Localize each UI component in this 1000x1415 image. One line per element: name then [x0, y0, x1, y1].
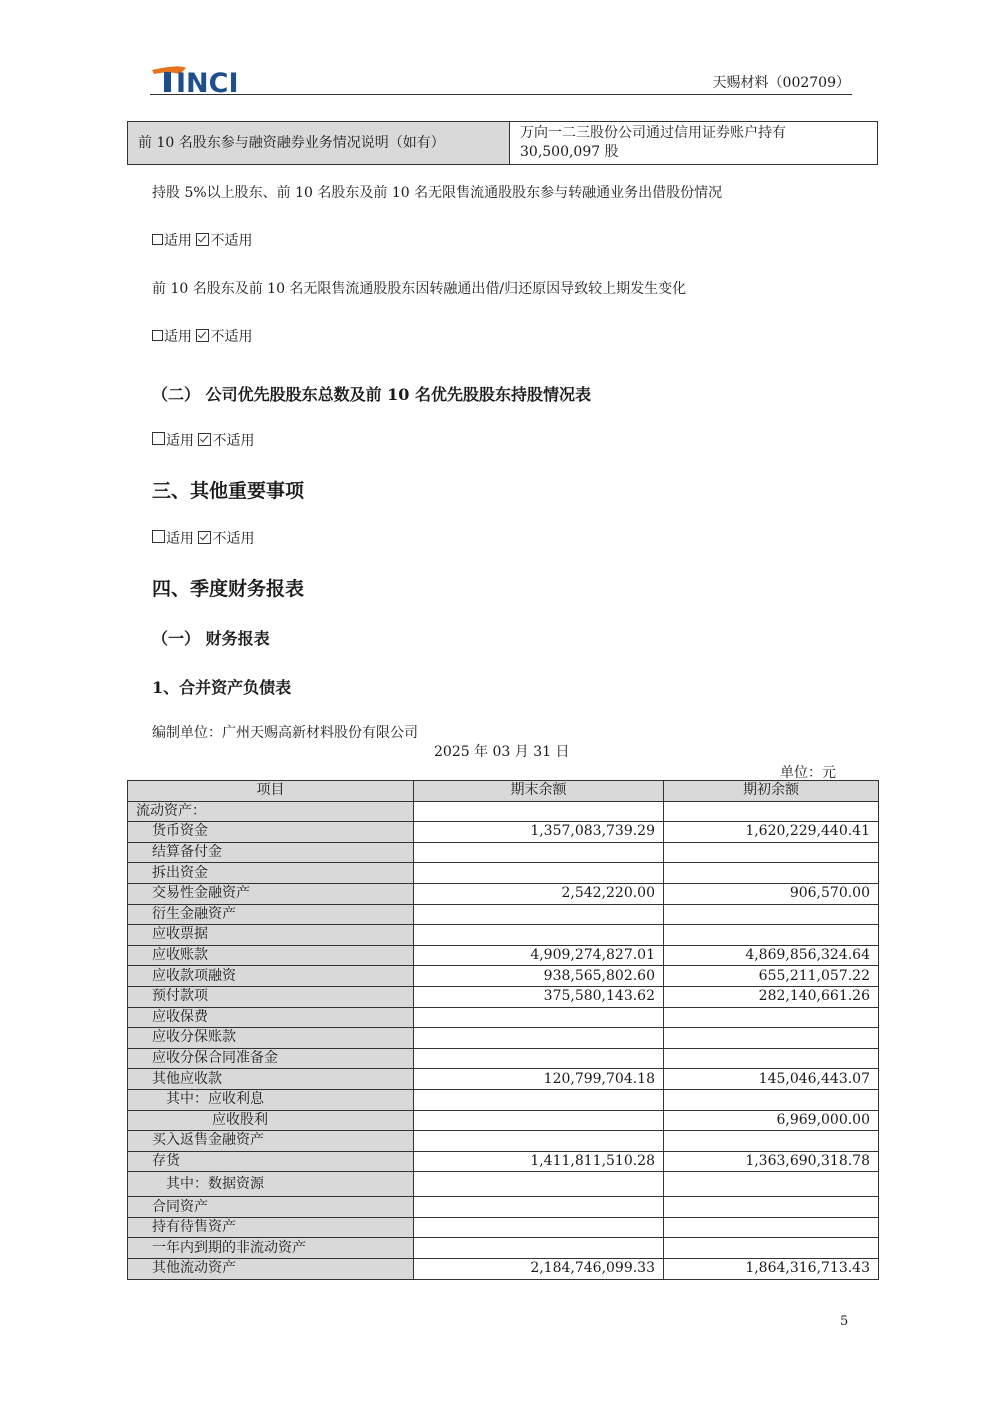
closing-balance-cell	[414, 842, 664, 863]
table-row	[128, 1217, 879, 1238]
table-row	[128, 1197, 879, 1218]
section-other-matters: 三、其他重要事项	[152, 480, 305, 502]
closing-balance-cell	[414, 1131, 664, 1152]
opening-balance-cell	[664, 1217, 879, 1238]
opening-balance-cell	[664, 1089, 879, 1110]
closing-balance-cell	[414, 1172, 664, 1197]
table-row	[128, 1131, 879, 1152]
closing-balance-cell	[414, 1110, 664, 1131]
row-label: 结算备付金	[128, 842, 414, 863]
closing-balance-cell	[414, 904, 664, 925]
table-row	[128, 1028, 879, 1049]
row-label: 应收账款	[128, 945, 414, 966]
row-label: 应收保费	[128, 1007, 414, 1028]
closing-balance-cell: 2,184,746,099.33	[414, 1259, 664, 1280]
row-label: 存货	[128, 1151, 414, 1172]
opening-balance-cell	[664, 1007, 879, 1028]
opening-balance-cell: 1,864,316,713.43	[664, 1259, 879, 1280]
row-label: 其他流动资产	[128, 1259, 414, 1280]
row-label: 应收款项融资	[128, 966, 414, 987]
opening-balance-cell	[664, 925, 879, 946]
closing-balance-cell: 120,799,704.18	[414, 1069, 664, 1090]
opening-balance-cell: 906,570.00	[664, 883, 879, 904]
closing-balance-cell: 1,357,083,739.29	[414, 822, 664, 843]
opening-balance-cell: 282,140,661.26	[664, 986, 879, 1007]
closing-balance-cell	[414, 925, 664, 946]
opening-balance-cell	[664, 1172, 879, 1197]
closing-balance-cell: 4,909,274,827.01	[414, 945, 664, 966]
checkbox-line-4: 适用 不适用	[152, 528, 254, 548]
section-consolidated-balance-sheet: 1、合并资产负债表	[152, 678, 292, 697]
opening-balance-cell	[664, 1028, 879, 1049]
table-header-row	[128, 781, 879, 802]
closing-balance-cell: 375,580,143.62	[414, 986, 664, 1007]
closing-balance-cell	[414, 1217, 664, 1238]
opening-balance-cell	[664, 863, 879, 884]
checked-box-icon	[198, 531, 211, 544]
row-label: 其中：数据资源	[128, 1172, 414, 1197]
checked-box-icon	[198, 433, 211, 446]
header-item: 项目	[128, 781, 414, 802]
table-row	[128, 1110, 879, 1131]
table-row	[128, 1259, 879, 1280]
closing-balance-cell: 938,565,802.60	[414, 966, 664, 987]
header-opening-balance: 期初余额	[664, 781, 879, 802]
checked-box-icon	[196, 329, 209, 342]
opening-balance-cell	[664, 1048, 879, 1069]
svg-text:INCI: INCI	[176, 68, 239, 94]
table-row	[128, 863, 879, 884]
checkbox-line-1: 适用 不适用	[152, 230, 252, 250]
page-number: 5	[840, 1314, 849, 1329]
row-label: 应收分保账款	[128, 1028, 414, 1049]
header-closing-balance: 期末余额	[414, 781, 664, 802]
table-row	[128, 1048, 879, 1069]
opening-balance-cell: 6,969,000.00	[664, 1110, 879, 1131]
opening-balance-cell: 4,869,856,324.64	[664, 945, 879, 966]
section-financial-statements: （一） 财务报表	[152, 629, 270, 648]
table-row	[128, 904, 879, 925]
opening-balance-cell: 1,620,229,440.41	[664, 822, 879, 843]
section-preferred-shares: （二） 公司优先股股东总数及前 10 名优先股股东持股情况表	[152, 385, 591, 404]
report-date: 2025 年 03 月 31 日	[434, 744, 570, 760]
row-label: 合同资产	[128, 1197, 414, 1218]
row-label: 拆出资金	[128, 863, 414, 884]
checked-box-icon	[196, 233, 209, 246]
table-row	[128, 1238, 879, 1259]
row-label: 其他应收款	[128, 1069, 414, 1090]
closing-balance-cell	[414, 1197, 664, 1218]
table-row	[128, 945, 879, 966]
balance-sheet-table	[127, 780, 879, 1280]
closing-balance-cell	[414, 1007, 664, 1028]
row-label: 交易性金融资产	[128, 883, 414, 904]
opening-balance-cell	[664, 801, 879, 822]
table-row	[128, 1069, 879, 1090]
section-quarterly-statements: 四、季度财务报表	[152, 578, 305, 600]
table-row	[128, 822, 879, 843]
closing-balance-cell: 2,542,220.00	[414, 883, 664, 904]
opening-balance-cell	[664, 904, 879, 925]
unchecked-box-icon	[152, 330, 163, 341]
row-label: 应收票据	[128, 925, 414, 946]
closing-balance-cell	[414, 1028, 664, 1049]
table-row	[128, 925, 879, 946]
currency-unit: 单位：元	[780, 765, 836, 781]
table-row	[128, 801, 879, 822]
row-label: 预付款项	[128, 986, 414, 1007]
paragraph-refinancing-lending: 持股 5%以上股东、前 10 名股东及前 10 名无限售流通股股东参与转融通业务出借股份情况	[152, 185, 723, 201]
row-label: 应收分保合同准备金	[128, 1048, 414, 1069]
row-label: 货币资金	[128, 822, 414, 843]
closing-balance-cell	[414, 801, 664, 822]
opening-balance-cell	[664, 842, 879, 863]
table-row	[128, 1172, 879, 1197]
row-label: 衍生金融资产	[128, 904, 414, 925]
opening-balance-cell: 145,046,443.07	[664, 1069, 879, 1090]
table-row	[128, 842, 879, 863]
row-label: 流动资产：	[128, 801, 414, 822]
row-label: 一年内到期的非流动资产	[128, 1238, 414, 1259]
row-label: 其中：应收利息	[128, 1089, 414, 1110]
checkbox-line-2: 适用 不适用	[152, 326, 252, 346]
margin-trading-label: 前 10 名股东参与融资融券业务情况说明（如有）	[128, 122, 510, 165]
unchecked-box-icon	[152, 432, 165, 445]
closing-balance-cell: 1,411,811,510.28	[414, 1151, 664, 1172]
checkbox-line-3: 适用 不适用	[152, 430, 254, 450]
table-row	[128, 1151, 879, 1172]
table-row	[128, 1007, 879, 1028]
table-row	[128, 883, 879, 904]
row-label: 买入返售金融资产	[128, 1131, 414, 1152]
tinci-logo	[150, 62, 275, 94]
opening-balance-cell: 655,211,057.22	[664, 966, 879, 987]
closing-balance-cell	[414, 863, 664, 884]
table-row	[128, 966, 879, 987]
margin-trading-value: 万向一二三股份公司通过信用证券账户持有 30,500,097 股	[510, 122, 878, 165]
opening-balance-cell: 1,363,690,318.78	[664, 1151, 879, 1172]
unchecked-box-icon	[152, 234, 163, 245]
paragraph-refinancing-change: 前 10 名股东及前 10 名无限售流通股股东因转融通出借/归还原因导致较上期发生变化	[152, 281, 687, 297]
row-label: 应收股利	[128, 1110, 414, 1131]
table-row	[128, 986, 879, 1007]
opening-balance-cell	[664, 1131, 879, 1152]
table-row	[128, 1089, 879, 1110]
closing-balance-cell	[414, 1089, 664, 1110]
opening-balance-cell	[664, 1238, 879, 1259]
unchecked-box-icon	[152, 530, 165, 543]
closing-balance-cell	[414, 1238, 664, 1259]
company-code: 天赐材料（002709）	[712, 75, 850, 91]
page-header	[150, 62, 852, 95]
opening-balance-cell	[664, 1197, 879, 1218]
margin-trading-table	[127, 121, 878, 165]
compiler-unit: 编制单位：广州天赐高新材料股份有限公司	[152, 725, 418, 741]
closing-balance-cell	[414, 1048, 664, 1069]
row-label: 持有待售资产	[128, 1217, 414, 1238]
